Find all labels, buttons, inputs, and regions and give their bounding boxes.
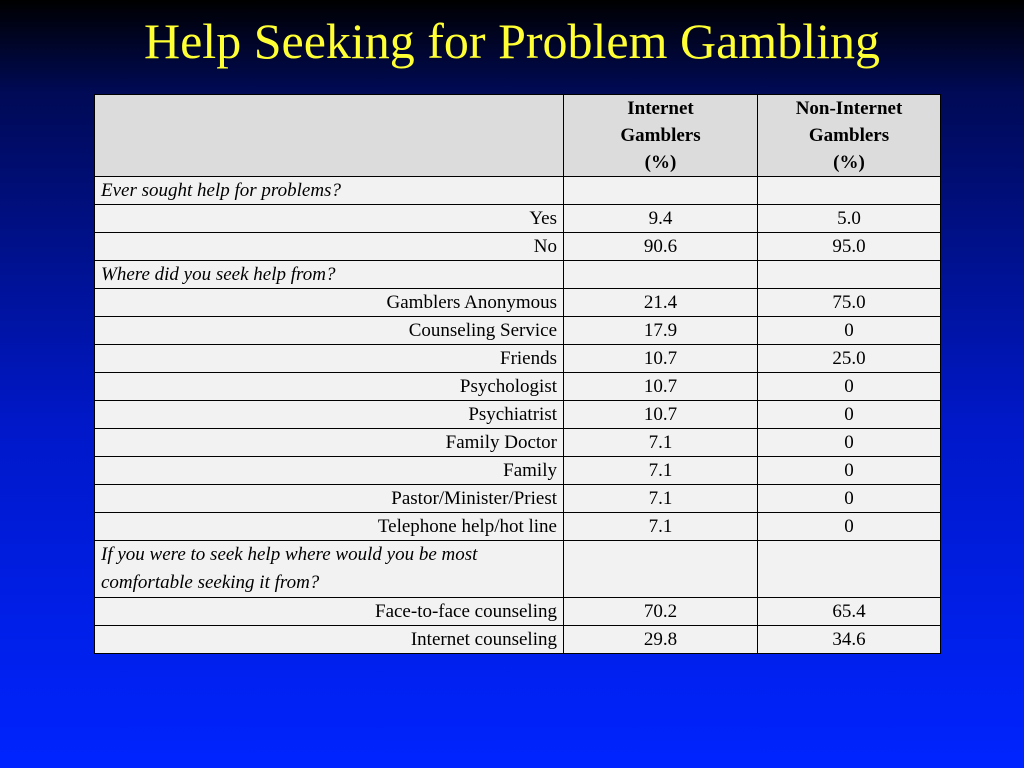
table-row <box>95 598 941 626</box>
row-label: Counseling Service <box>95 317 564 345</box>
row-label: Gamblers Anonymous <box>95 289 564 317</box>
internet-value: 10.7 <box>564 345 758 373</box>
row-label: Family Doctor <box>95 429 564 457</box>
section-label: If you were to seek help where would you be most comfortable seeking it from? <box>95 541 564 598</box>
table-row-section <box>95 177 941 205</box>
row-label: Yes <box>95 205 564 233</box>
non-internet-value: 0 <box>758 485 941 513</box>
row-label: Psychologist <box>95 373 564 401</box>
section-label: Where did you seek help from? <box>95 261 564 289</box>
row-label: Family <box>95 457 564 485</box>
table-row <box>95 345 941 373</box>
header-internet-gamblers <box>564 95 758 177</box>
page-title: Help Seeking for Problem Gambling <box>144 13 880 69</box>
non-internet-value: 0 <box>758 317 941 345</box>
header-internet-line-1: Internet <box>627 98 694 119</box>
header-empty-cell <box>95 95 564 177</box>
non-internet-value: 0 <box>758 457 941 485</box>
internet-value: 10.7 <box>564 373 758 401</box>
row-label: Friends <box>95 345 564 373</box>
table-row <box>95 429 941 457</box>
internet-value <box>564 261 758 289</box>
non-internet-value <box>758 541 941 598</box>
non-internet-value: 0 <box>758 401 941 429</box>
internet-value: 21.4 <box>564 289 758 317</box>
non-internet-value: 75.0 <box>758 289 941 317</box>
non-internet-value: 0 <box>758 373 941 401</box>
non-internet-value: 0 <box>758 429 941 457</box>
header-non-internet-line-1: Non-Internet <box>795 98 903 119</box>
help-seeking-table <box>94 94 941 654</box>
table-row <box>95 317 941 345</box>
internet-value: 29.8 <box>564 626 758 654</box>
header-internet-line-2: Gamblers <box>620 125 701 146</box>
internet-value: 70.2 <box>564 598 758 626</box>
header-non-internet-gamblers <box>758 95 941 177</box>
table-row-section <box>95 541 941 598</box>
table-row <box>95 373 941 401</box>
table-row-section <box>95 261 941 289</box>
non-internet-value: 95.0 <box>758 233 941 261</box>
non-internet-value: 5.0 <box>758 205 941 233</box>
row-label: Telephone help/hot line <box>95 513 564 541</box>
non-internet-value: 0 <box>758 513 941 541</box>
internet-value: 7.1 <box>564 485 758 513</box>
table-row <box>95 401 941 429</box>
row-label: No <box>95 233 564 261</box>
internet-value: 9.4 <box>564 205 758 233</box>
internet-value <box>564 541 758 598</box>
internet-value <box>564 177 758 205</box>
internet-value: 7.1 <box>564 513 758 541</box>
table-row <box>95 457 941 485</box>
table-row <box>95 626 941 654</box>
row-label: Pastor/Minister/Priest <box>95 485 564 513</box>
non-internet-value: 25.0 <box>758 345 941 373</box>
section-label: Ever sought help for problems? <box>95 177 564 205</box>
internet-value: 10.7 <box>564 401 758 429</box>
table-body <box>95 177 941 654</box>
table-row <box>95 233 941 261</box>
table-row <box>95 205 941 233</box>
non-internet-value: 34.6 <box>758 626 941 654</box>
non-internet-value <box>758 177 941 205</box>
table-row <box>95 289 941 317</box>
table-header-row <box>95 95 941 177</box>
row-label: Internet counseling <box>95 626 564 654</box>
non-internet-value <box>758 261 941 289</box>
internet-value: 17.9 <box>564 317 758 345</box>
header-non-internet-line-2: Gamblers <box>808 125 890 146</box>
internet-value: 90.6 <box>564 233 758 261</box>
internet-value: 7.1 <box>564 429 758 457</box>
table-row <box>95 513 941 541</box>
non-internet-value: 65.4 <box>758 598 941 626</box>
header-internet-line-3: (%) <box>644 152 677 173</box>
header-non-internet-line-3: (%) <box>833 152 865 173</box>
row-label: Psychiatrist <box>95 401 564 429</box>
table-row <box>95 485 941 513</box>
internet-value: 7.1 <box>564 457 758 485</box>
row-label: Face-to-face counseling <box>95 598 564 626</box>
